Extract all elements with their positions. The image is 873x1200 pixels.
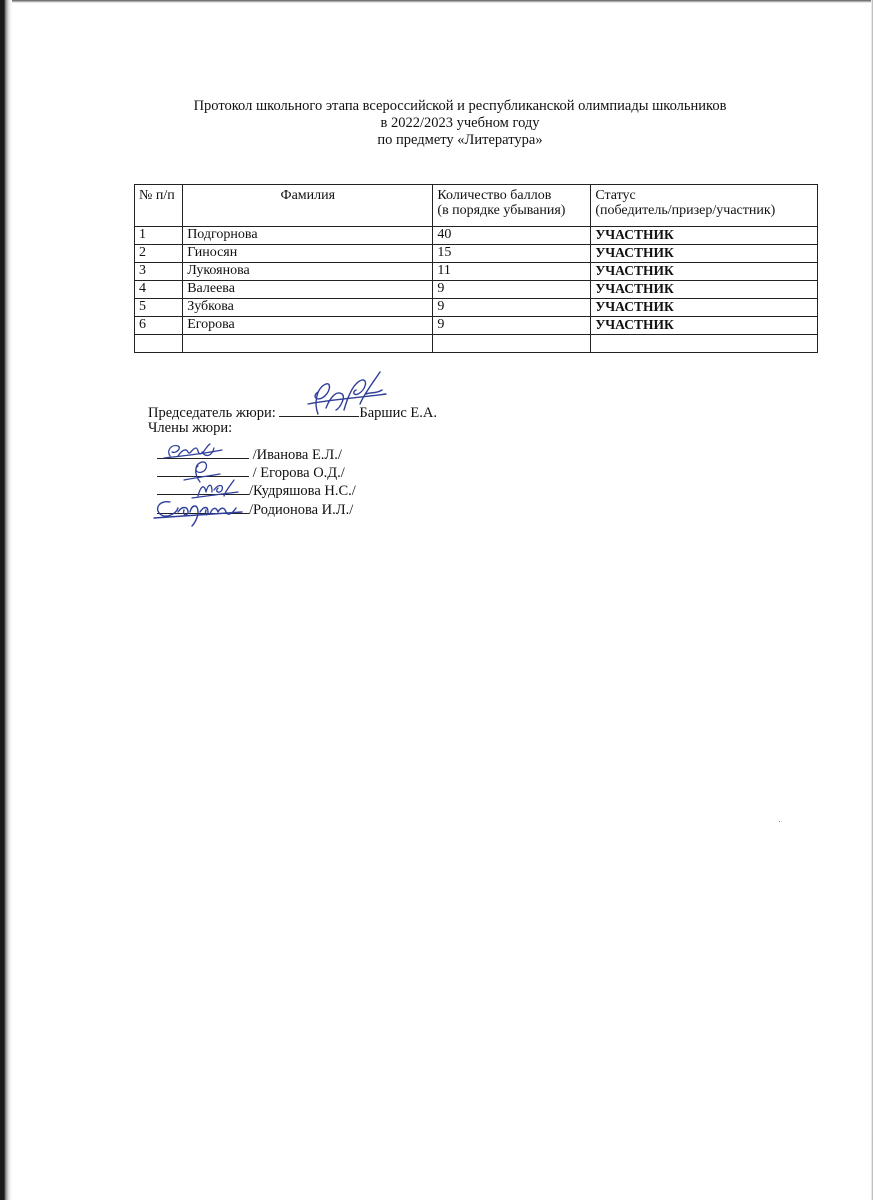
cell-name: Валеева [183, 281, 433, 299]
member-signature-line [157, 499, 249, 514]
chair-name: Баршис Е.А. [359, 405, 437, 421]
scan-edge-left [0, 0, 12, 1200]
header-year-line: в 2022/2023 учебном году [380, 115, 540, 131]
member-signature-line [157, 444, 249, 459]
header-subject-line: по предмету «Литература» [377, 132, 543, 148]
cell-name [183, 335, 433, 353]
cell-score: 9 [433, 299, 591, 317]
cell-name: Лукоянова [183, 263, 433, 281]
column-header-score-line1: Количество баллов [437, 188, 552, 203]
member-name: /Кудряшова Н.С./ [249, 483, 356, 499]
member-name: /Родионова И.Л./ [249, 502, 354, 518]
cell-num: 3 [135, 263, 183, 281]
column-header-status-line1: Статус [595, 188, 636, 203]
chair-signature-line [279, 402, 359, 417]
table-row [135, 299, 818, 317]
table-row-empty [135, 335, 818, 353]
table-row [135, 227, 818, 245]
member-name: / Егорова О.Д./ [252, 465, 345, 481]
header-title-line: Протокол школьного этапа всероссийской и республиканской олимпиады школьников [193, 98, 727, 114]
cell-name: Подгорнова [183, 227, 433, 245]
cell-status: УЧАСТНИК [591, 281, 818, 299]
cell-num: 5 [135, 299, 183, 317]
cell-status: УЧАСТНИК [591, 299, 818, 317]
column-header-score-line2: (в порядке убывания) [437, 203, 566, 218]
scan-speck [779, 821, 780, 822]
member-line [157, 499, 353, 519]
cell-num: 1 [135, 227, 183, 245]
cell-num: 6 [135, 317, 183, 335]
cell-num: 2 [135, 245, 183, 263]
cell-score [433, 335, 591, 353]
cell-status [591, 335, 818, 353]
cell-status: УЧАСТНИК [591, 227, 818, 245]
table-row [135, 245, 818, 263]
cell-name: Гиносян [183, 245, 433, 263]
cell-num: 4 [135, 281, 183, 299]
cell-name: Егорова [183, 317, 433, 335]
members-label: Члены жюри: [148, 420, 233, 436]
results-table [134, 184, 818, 353]
table-row [135, 317, 818, 335]
member-line [157, 444, 342, 464]
chair-label: Председатель жюри: [148, 405, 276, 421]
member-name: /Иванова Е.Л./ [252, 447, 342, 463]
cell-score: 9 [433, 281, 591, 299]
cell-score: 15 [433, 245, 591, 263]
table-header-row [135, 185, 818, 227]
cell-status: УЧАСТНИК [591, 263, 818, 281]
scan-edge-top [0, 0, 873, 3]
cell-name: Зубкова [183, 299, 433, 317]
table-row [135, 281, 818, 299]
column-header-num: № п/п [135, 185, 183, 227]
cell-status: УЧАСТНИК [591, 245, 818, 263]
member-line [157, 462, 345, 482]
chair-line [148, 402, 437, 422]
member-signature-line [157, 462, 249, 477]
document-header [140, 98, 780, 149]
cell-score: 9 [433, 317, 591, 335]
cell-score: 11 [433, 263, 591, 281]
member-line [157, 480, 356, 500]
column-header-status-line2: (победитель/призер/участник) [595, 203, 776, 218]
cell-num [135, 335, 183, 353]
column-header-score [433, 185, 591, 227]
table-row [135, 263, 818, 281]
column-header-status [591, 185, 818, 227]
member-signature-line [157, 480, 249, 495]
cell-status: УЧАСТНИК [591, 317, 818, 335]
cell-score: 40 [433, 227, 591, 245]
column-header-name: Фамилия [183, 185, 433, 227]
